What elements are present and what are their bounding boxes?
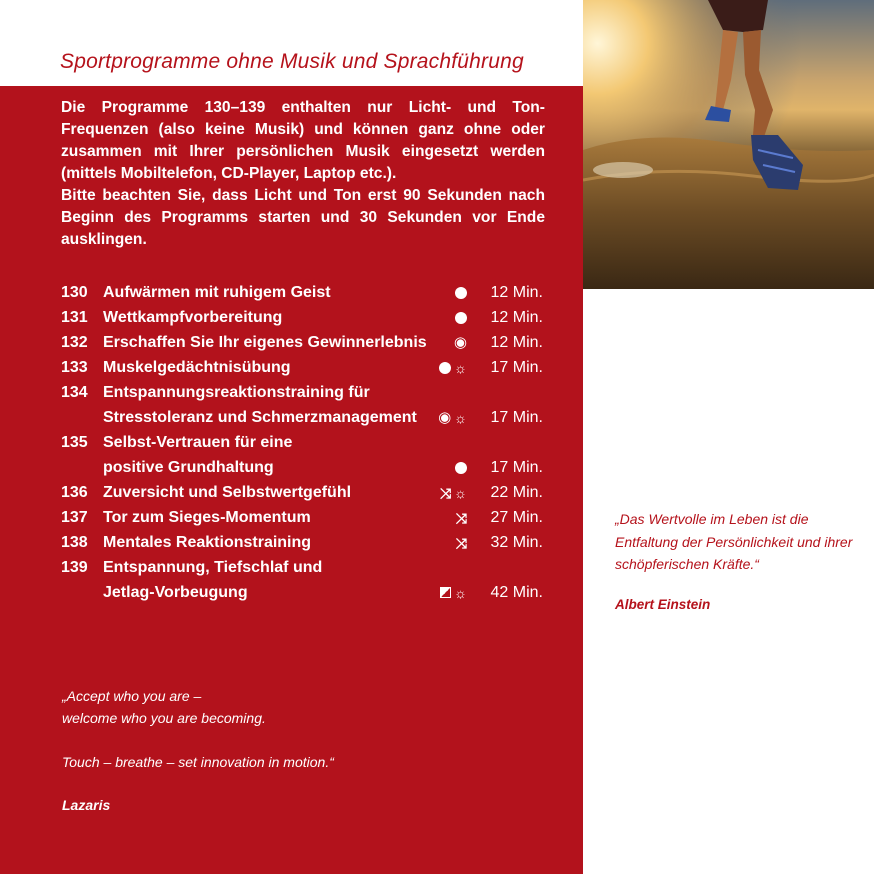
program-duration: 27 Min. [490, 509, 543, 526]
program-duration: 17 Min. [490, 409, 543, 426]
program-icons [438, 405, 467, 430]
program-number: 132 [61, 334, 88, 351]
program-title-line: Muskelgedächtnisübung [103, 359, 291, 376]
intro-text [61, 97, 545, 251]
program-row [61, 280, 543, 305]
program-title-line: Entspannungsreaktionstraining für [103, 384, 370, 401]
program-title-line: Jetlag-Vorbeugung [103, 584, 248, 601]
program-number: 131 [61, 309, 88, 326]
intro-paragraph-1: Die Programme 130–139 enthalten nur Licht- und Ton-Frequenzen (also keine Musik) und können ganz ohne oder zusammen mit Ihrer persönlichen Musik eingesetzt werden (mittels Mobiltelefon, CD-Player, Laptop etc.). [61, 99, 545, 182]
program-number: 134 [61, 384, 88, 401]
quote-line: Touch – breathe – set innovation in motion.“ [62, 754, 334, 770]
program-title [103, 505, 443, 530]
program-number: 135 [61, 434, 88, 451]
shuffle-icon: ⤨ [455, 534, 467, 551]
quote-spacer [62, 729, 482, 751]
dot-icon [439, 362, 451, 374]
runner-illustration [583, 0, 874, 289]
program-title [103, 380, 443, 430]
dot-icon [455, 287, 467, 299]
program-row [61, 505, 543, 530]
program-row [61, 530, 543, 555]
program-icons [456, 530, 467, 555]
program-icons [454, 330, 467, 355]
program-duration: 42 Min. [490, 584, 543, 601]
program-number: 130 [61, 284, 88, 301]
program-title [103, 555, 443, 605]
dot-icon [455, 312, 467, 324]
program-duration: 32 Min. [490, 534, 543, 551]
program-title-line: Aufwärmen mit ruhigem Geist [103, 284, 331, 301]
program-row [61, 305, 543, 330]
einstein-quote: „Das Wertvolle im Leben ist die Entfaltung der Persönlichkeit und ihrer schöpferischen Kräfte.“ [615, 511, 853, 572]
half-square-icon [440, 587, 451, 598]
lazaris-quote [62, 685, 482, 773]
program-title-line: Mentales Reaktionstraining [103, 534, 312, 551]
program-row [61, 380, 543, 430]
program-icons [440, 480, 467, 505]
program-row [61, 355, 543, 380]
program-duration: 12 Min. [490, 309, 543, 326]
program-duration: 12 Min. [490, 334, 543, 351]
quote-author-lazaris: Lazaris [62, 797, 111, 813]
program-icons [455, 455, 467, 480]
program-number: 136 [61, 484, 88, 501]
quote-line: welcome who you are becoming. [62, 710, 266, 726]
quote-author-einstein: Albert Einstein [615, 597, 711, 612]
runner-photo [583, 0, 874, 289]
program-title [103, 530, 443, 555]
program-title [103, 355, 443, 380]
sun-icon: ☼ [454, 484, 467, 501]
program-title [103, 430, 443, 480]
program-title-line: Stresstoleranz und Schmerzmanagement [103, 409, 417, 426]
shuffle-icon: ⤨ [455, 509, 467, 526]
program-row [61, 430, 543, 480]
program-duration: 17 Min. [490, 359, 543, 376]
program-row [61, 330, 543, 355]
program-title-line: Zuversicht und Selbstwertgefühl [103, 484, 352, 501]
program-icons [456, 505, 467, 530]
shuffle-icon: ⤨ [439, 484, 452, 501]
eye-icon: ◉ [453, 333, 467, 351]
page-title: Sportprogramme ohne Musik und Sprachführung [60, 50, 524, 73]
program-duration: 12 Min. [490, 284, 543, 301]
program-title-line: positive Grundhaltung [103, 459, 274, 476]
eye-icon: ◉ [438, 408, 452, 426]
program-icons [455, 305, 467, 330]
program-icons [439, 355, 467, 380]
program-title-line: Wettkampfvorbereitung [103, 309, 283, 326]
quote-line: „Accept who you are – [62, 688, 202, 704]
program-number: 137 [61, 509, 88, 526]
program-title [103, 305, 443, 330]
program-number: 138 [61, 534, 88, 551]
program-title-line: Selbst-Vertrauen für eine [103, 434, 293, 451]
program-icons [440, 580, 467, 605]
dot-icon [455, 462, 467, 474]
program-title [103, 330, 443, 355]
program-icons [455, 280, 467, 305]
intro-paragraph-2: Bitte beachten Sie, dass Licht und Ton erst 90 Sekunden nach Beginn des Programms starten und 30 Sekunden vor Ende ausklingen. [61, 187, 545, 248]
program-number: 139 [61, 559, 88, 576]
program-duration: 17 Min. [490, 459, 543, 476]
program-title-line: Entspannung, Tiefschlaf und [103, 559, 323, 576]
sun-icon: ☼ [454, 584, 467, 601]
program-title-line: Erschaffen Sie Ihr eigenes Gewinnerlebnis [103, 334, 427, 351]
sun-icon: ☼ [454, 409, 467, 426]
program-list [61, 280, 543, 605]
program-row [61, 480, 543, 505]
program-duration: 22 Min. [490, 484, 543, 501]
program-row [61, 555, 543, 605]
program-number: 133 [61, 359, 88, 376]
program-title [103, 480, 443, 505]
program-title-line: Tor zum Sieges-Momentum [103, 509, 311, 526]
program-title [103, 280, 443, 305]
sun-icon: ☼ [454, 359, 467, 376]
